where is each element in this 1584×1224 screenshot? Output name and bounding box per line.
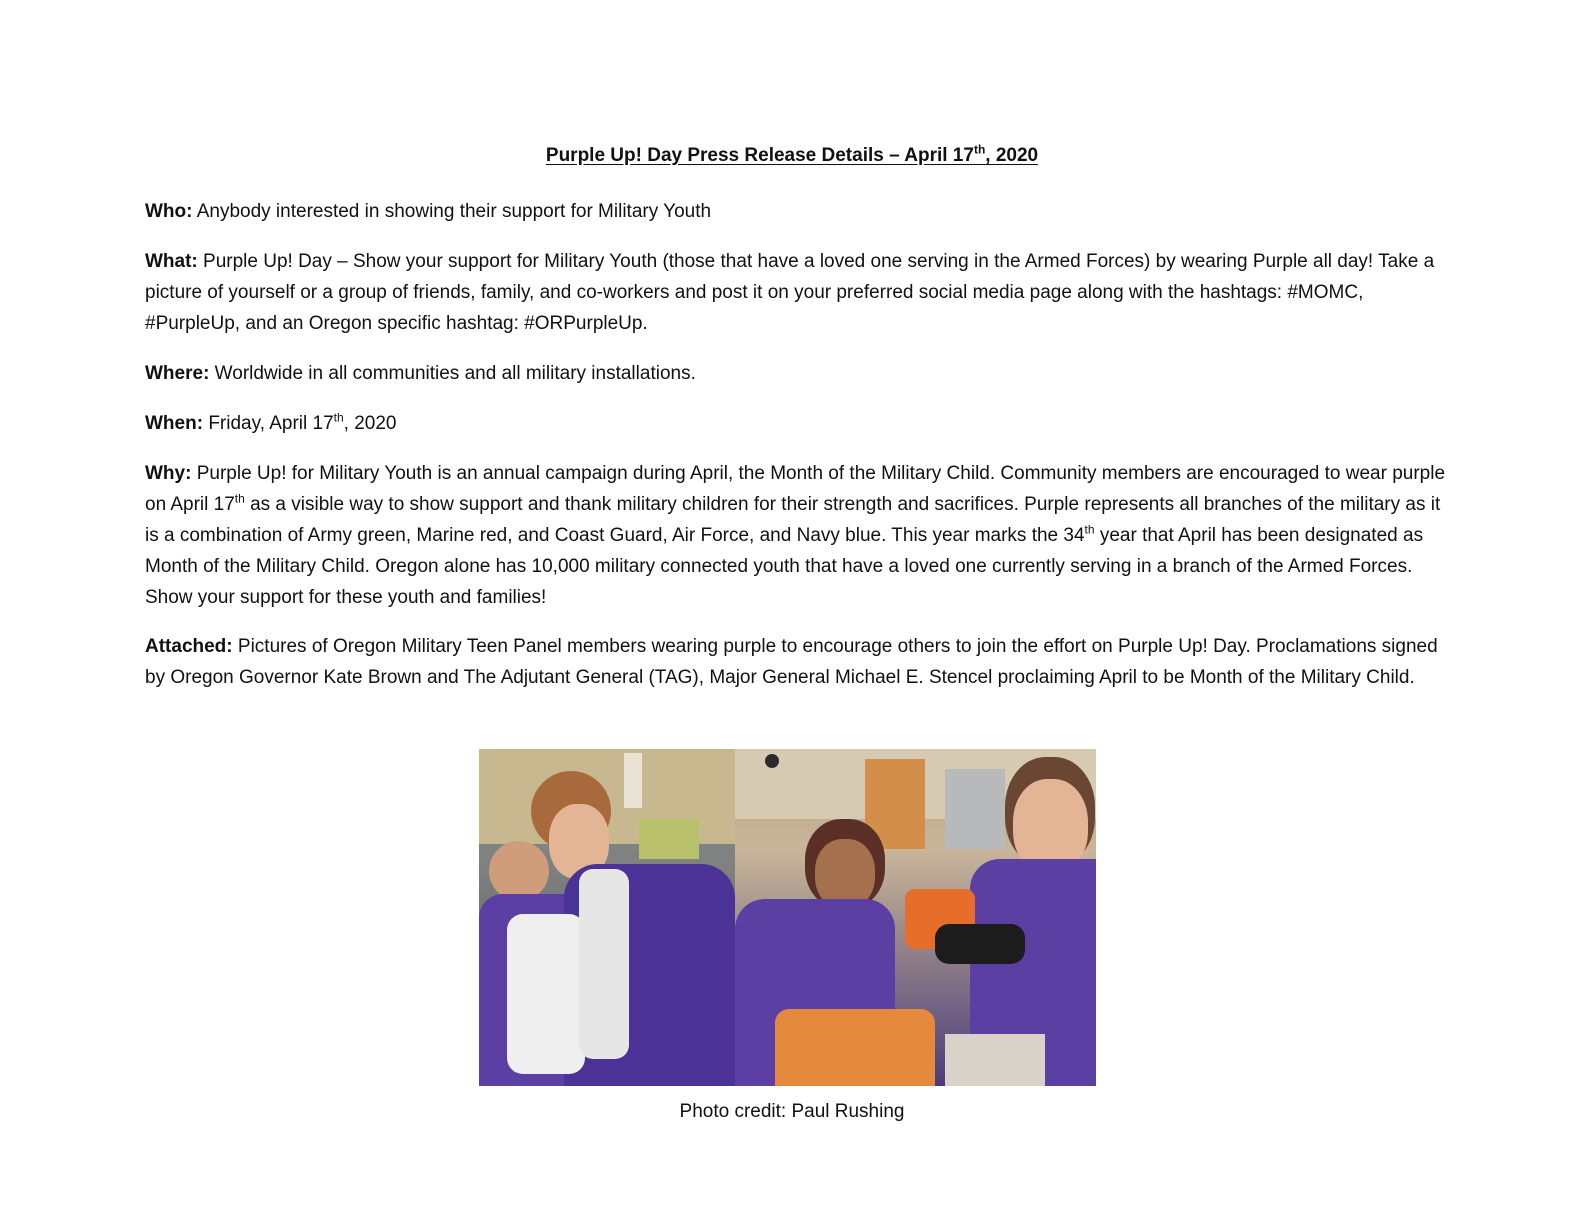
- who-label: Who:: [145, 201, 193, 222]
- black-glove: [935, 924, 1025, 964]
- where-label: Where:: [145, 363, 210, 384]
- wall-clock: [765, 754, 779, 768]
- photo-left: [479, 749, 735, 1086]
- what-paragraph: [145, 246, 1445, 339]
- who-text: Anybody interested in showing their support for Military Youth: [192, 201, 712, 222]
- why-label: Why:: [145, 463, 192, 484]
- page-title: Purple Up! Day Press Release Details – April 17th, 2020: [545, 142, 1039, 166]
- what-text: Purple Up! Day – Show your support for Military Youth (those that have a loved one serving in the Armed Forces) by wearing Purple all day! Take a picture of yourself or a group of friends, family, and co-workers and post it on your preferred social media page along with the hashtags: #MOMC, #PurpleUp, and an Oregon specific hashtag: #ORPurpleUp.: [145, 251, 1435, 334]
- why-paragraph: Why: Purple Up! for Military Youth is an annual campaign during April, the Month of the Military Child. Community members are encouraged to wear purple on April 17th as a visible way to show support and thank military children for their strength and sacrifices. Purple represents all branches of the military as it is a combination of Army green, Marine red, and Coast Guard, Air Force, and Navy blue. This year marks the 34th year that April has been designated as Month of the Military Child. Oregon alone has 10,000 military connected youth that have a loved one currently serving in a branch of the Armed Forces. Show your support for these youth and families!: [145, 463, 1446, 608]
- metal-shelf: [945, 769, 1005, 849]
- attached-paragraph: [145, 631, 1445, 693]
- photo-right: [735, 749, 1096, 1086]
- photo-credit: Photo credit: Paul Rushing: [679, 1101, 905, 1122]
- teen-face-back: [489, 841, 549, 901]
- white-apron: [507, 914, 585, 1074]
- teen-panel-photos: [479, 749, 1096, 1086]
- bin: [945, 1034, 1045, 1086]
- what-label: What:: [145, 251, 198, 272]
- white-apron-strap: [579, 869, 629, 1059]
- when-paragraph: When: Friday, April 17th, 2020: [145, 410, 397, 434]
- produce-bags: [775, 1009, 935, 1086]
- where-text: Worldwide in all communities and all military installations.: [209, 363, 696, 384]
- attached-text: Pictures of Oregon Military Teen Panel members wearing purple to encourage others to join the effort on Purple Up! Day. Proclamations signed by Oregon Governor Kate Brown and The Adjutant General (TAG), Major General Michael E. Stencel proclaiming April to be Month of the Military Child.: [145, 636, 1438, 688]
- when-label: When:: [145, 413, 204, 434]
- who-paragraph: [145, 196, 1445, 227]
- wall-label: [639, 819, 699, 859]
- attached-label: Attached:: [145, 636, 233, 657]
- wall-sign: [624, 753, 642, 808]
- where-paragraph: [145, 358, 1445, 389]
